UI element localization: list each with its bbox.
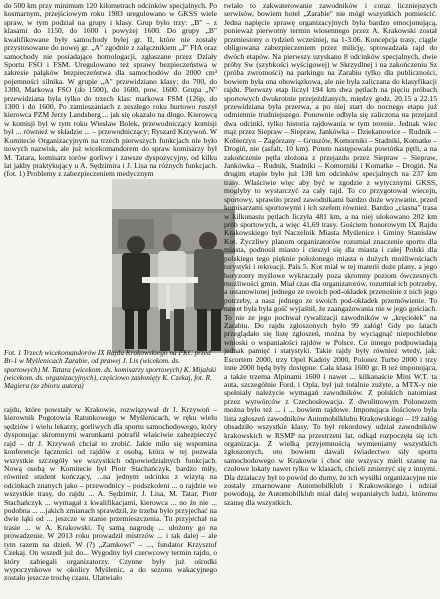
article-left-column-top: do 500 km przy minimum 120 kilometrach odcinków specjalnych. Po kosmarnym, przejściowym roku 1983 uregulowano w GKSS wiele spraw, w tym podział na grupy i klasy. Grup było trzy: „B" – z klasami do 1150, do 1600 i powyżej 1600. Do grupy „B" kwalifikowane były samochody byłej gr. II, które nie zostały przystosowane do nowej gr. „A" zgodnie z załącznikiem „J" FIA oraz samochody nie posiadające homologacji, zgłaszane przez Działy Sportu FSO i FSM. Uregulowano też sprawy bezpieczeństwa w zakresie pałąków bezpieczeństwa dla samochodów do 2000 cm³ pojemności silnika. W grupie „A" przewidziano klasy: do 700, do 1300, Markowa FSO (do 1500), do 1600, pow. 1600. Grupa „N" przewidziana była tylko do trzech klas: markowa FSM (126p, do 1300 i do 1600. Po zamieszaniach z zeszłego roku hurtowo ruszył kierowca PZM Jerzy Landsberg ... jak się okazało na długo. Kierowcą w komisji był w tym roku Wiesław Bolek, przewodniczący komisji był ... również w składzie ... – przewodniczący; Ryszard Krzywoń. W Komitecie Organizacyjnym na trzech pierwszych funkcjach nie było nowych nazwisk, ale już wicekomandorem do spraw komisarzy był M. Tatara, komisarz torów gorliwy i zawsze dyspozycyjny, od kilku lat jakby praktykujący u A. Sędzimira i J. Lisa na różnych funkcjach.(fot. 1) Problemy z zabezpieczeniem medycznym xyxy=(4,2,217,179)
article-right-column: twiało to zakwaterowanie zawodników i coraz liczniejszych serwisów, bowiem hotel „Zarabie" nie mógł wszystkich pomieścić. Jedna napięcie sprawę organizacyjnych była bardzo emocjonującą, ponieważ pierwotny termin wiosennego przez A. Krakowski został przeniesiony o tydzień wcześniej, na 1-3.06. Koncepcja trasy, ciągle obligowana zabezpieczeniem przez milicję, sprowadzała rajd do dwóch etapów. Na pierwszy uzyskano 8 odcinków specjalnych, dwie próby Sw (szybkości wyścigowej) w Skrzydlnej i na zakończeniu Sz (próba zwrotności) na parkingu na Zarabiu tylko dla publiczności, bowiem była ona obowiązkowa, ale nie była zaliczana do klasyfikacji rajdu. Pierwszy etap liczył 194 km dwa pętlach na pięciu próbach sportowych dwukrotnie przejeżdżanych, między godz. 20.15 a 22.15 przewidziana była przerwa, a po niej start do nocnego etapu już odmiennie trudniejszego. Ponownie odbyła się zaliczona na przejazd dwa odcinki, tylko historia rajdowania w tym terenie. Jednak wiec mąż przez Siepraw – Siepraw, Jankówka – Dziekanowice – Rudnik – Kobierzyn – Zagórzany – Gruszów, Komorniki – Stadniki, Komatke – Drogiń, nie (asfalt, 10 km). Potem następowała powtórka pętli, a na zakończenie pętla złożona z przejazdu przez Siepraw – Siepraw, Jankówka – Rudnik, Stadniki – Komorniki i Komatke – Drogiń. Na drugim etapie było już 138 km odcinków specjalnych na 237 km trasy. Właściwie więc aby być w zgodzie z wytycznymi GKSS, mogłyby to wystarczyć za cały rajd. To co przygotował wiecejn, sportowy, sprawiło przed zawodnikami bardzo duże wyzwanie, przed komisarzami sportowymi i ich szefem również. Bardzo „ciasna" trasa w kilkunastu pętlach liczyła 481 km, a na niej ulokowano 202 km prób sportowych, a więc 41,69 trasy. Gościem honorowym IX Rajdu Krakowskiego był Naczelnik Miasta Myślenice i Gminy Stanisław Kot. Życzliwy planom organizatorów rozumiał znaczenie sportu dla miasta, podnosił miasto i cieszył się dla miasta i całej Polski dla polskiego tego pięknie położonego miasta o dużych możliwościach turystyki i rekreacji. País 5. Kot miał w tej materii duże plany, a jego horyzonty myślowe wykraczały poza skromny poziom ówczesnych możliwości gmin. Miał czas dla organizatorów, rozumiał ich potrzeby, a ustanowionej jednego ze swoich pod-okładek przenośnie z nich jego potrzeby, a nasz jednego ze swoich pod-okładek przemówienie. To nawet była była gość wyjaśnił, że zaangażowania nie w jego gościach. To nie ze jego pochwał rywalizacji zawodników w „kręciołek" na Zarabiu. Do rajdu zgłoszonych było 99 załóg! Gdy po latach przeglądało się listę zgłoszeń, można by wyciągnąć niepochlebne wnioski o wspaniałości rajdów w Polsce. Co innego podpowiadają jednak pamięć i statystyki. Takie rajdy były również wtedy, jak: Escortem 2000, trzy Opel Kadety 2000, Polonez Turbo 2000 i trzy inne 2000 będą były dostępne. Cała klasa 1600 gr. B też imponująca, a także trzema Alpinami 1600 i nawet ... kilkanaście Mini W.T. ta auta, szczególnie Ford, i Opla, był już totalnie zużyte, a MTX-y nie spełniały należycie wymagań zawodników. Z polskich natomiast przez wytwórców z Czechosłowacja. Z dwulitrowym Polonezem można było też ... i ... bowiem rajdowe. Imponująca ilościowo była lista zgłoszeń zawodników Automobilklubu Krakowskiego – 19 załóg obsadziło wszystkie klasy. To był rekordowy udział zawodników krakowskich w RSMP na przestrzeni lat, odkąd rozpoczęła się ich organizacja. Z wielką przyjemnością wymieniamy wszystkich zgłoszonych, oto bowiem dawali świadectwo siły sportu samochodowego w Krakowie i choć nie wszyscy mieli szansę na czołowe lokaty nawet tylko w klasach, chcieli zmierzyć się z innymi. Dla działaczy był to powód do dumy, że ich wysiłki organizacyjne nie zostały zmarnowane Automobilklub i Krakowskiego i udział powodują, że Automobilklub miał dalej wspaniałych ludzi, któremu szansę dla wszystkich. xyxy=(224,2,437,507)
photo-caption: Fot. 1 Trzech wicekomandorów IX Rajdu Krakowskiego na PKC przed Br-1 w Myślenicach Zarabie, od prawej J. Lis (wicekom. ds. sportowych) M. Tatara (wicekom. ds. komisarzy sportowych) K. Mijalski (wicekom. ds. organizacyjnych), częściowo zasłonięty K. Czekaj, fot. R. Magiera (ze zbioru autora) xyxy=(4,349,217,391)
article-left-column-bottom: rajdu, które powstały w Krakowie, rozwiązywał dr J. Krzywoń – kierownik Pogotowia Ratunkowego w Myślenicach, w ręku wielu sędziów i wielu lekarzy, gorliwych dla sportu samochodowego, który dysponując skromnymi warunkami potrafił właściwie zabezpieczyć rajd – dr J. Krzywoń chciał to zrobić. Jakie miło się wspomina konferencje łączności od rajdów z osobą, która w tej pozwala wszystkie szczegóły we wszystkich odpowiedzialnych funkcjach. Nową osobą w Komitecie był Piotr Stachańczyk, bardzo miły, równieź student kończący, ...na jednym odcinku z wizytą na odcinkach znanych jako – przewodnicy – podszkoleni ... o rajdzie we wszystkie trasy, do rajdu ... A. Sędzimir, J. Lisa, M. Tatar, Piotr Stachańczyk ... wymagał z kwalifikacjami, kierowca ... no że nie ... podobna ... ...jakich zmianach sprawdził, że trzeba było przyjechać na dwie łąki od ... jeszcze w stanie przemieszczenia. Tu przyjechał na trasie ... w A. Krakowski. Tę samą nagrodę ... ułożony go na prowadzenie. W 2013 roku prowadził mistrzów ... i tak dalej – ale tym razem na dzień. W (?) „Zamkowi" – ..., fundator Krzysztof Czekaj. On wszedł już do... Wygodny był czerwcowy termin rajdu, o który zabiegali organizatorzy. Czynne były już ośrodki wypoczynkowe w okolicy Myślenic, a do sezonu wakacyjnego zostało jeszcze trochę czasu. Ulatwiało xyxy=(4,406,217,583)
photo-three-officials xyxy=(112,179,235,353)
